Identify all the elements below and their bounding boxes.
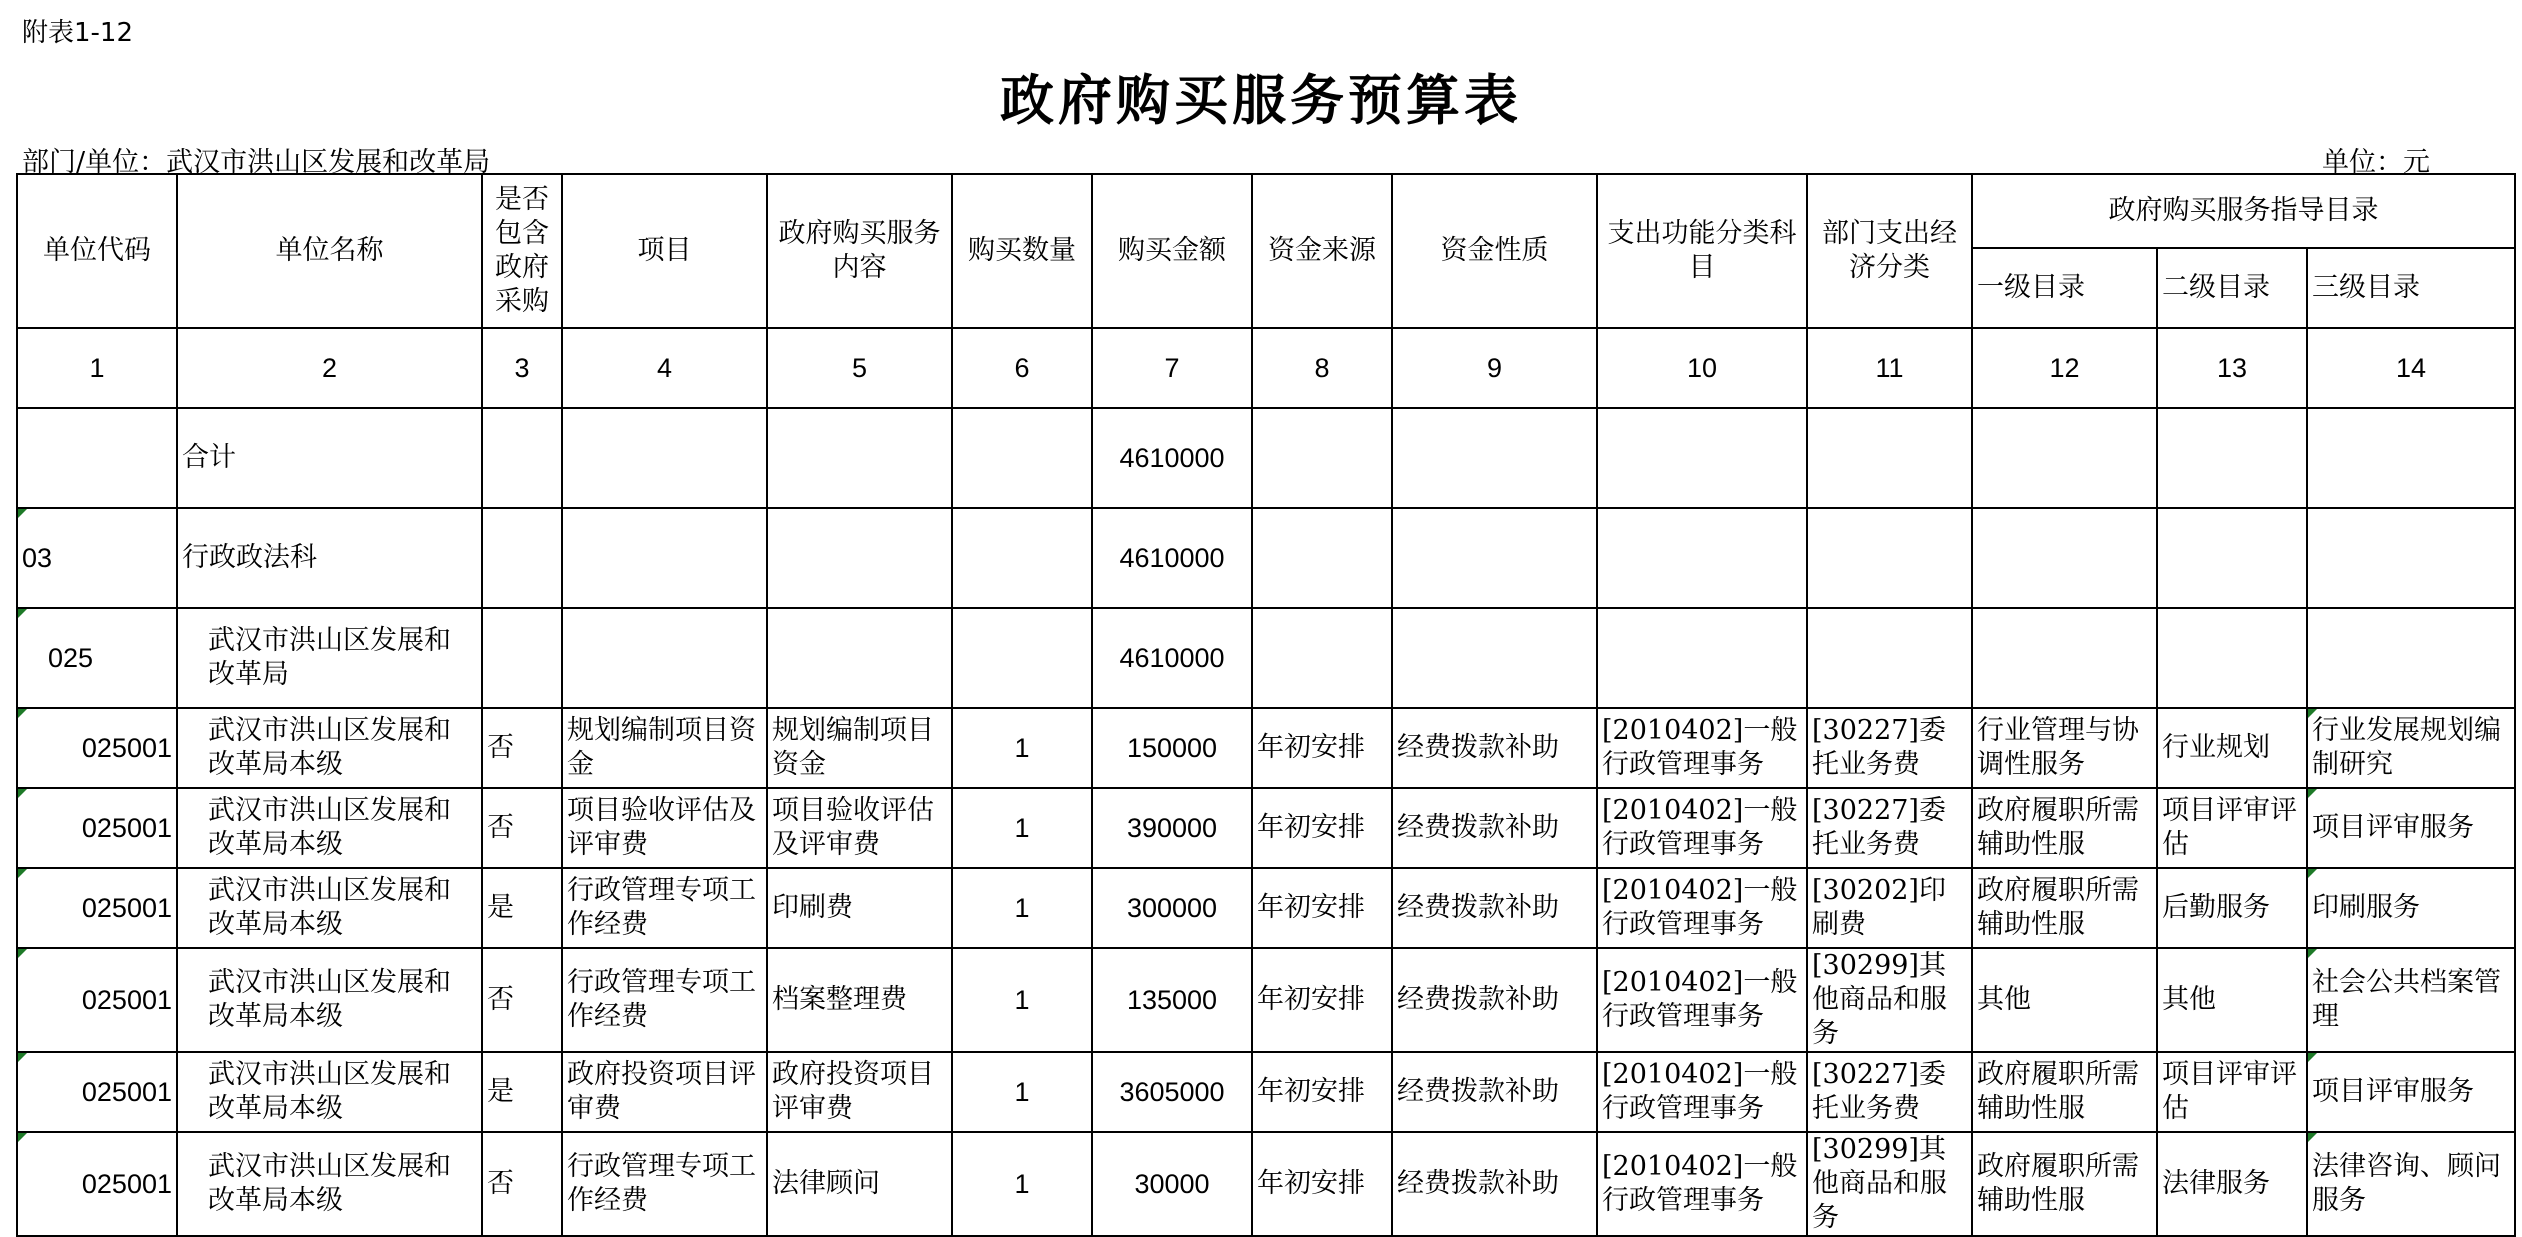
empty-cell: [1597, 508, 1807, 608]
department-label: 部门/单位：武汉市洪山区发展和改革局: [22, 147, 491, 178]
quantity-cell: 1: [952, 1132, 1092, 1236]
header-row-1: [17, 174, 2515, 248]
level3-cell: 行业发展规划编制研究: [2307, 708, 2515, 788]
unit-name-cell: 武汉市洪山区发展和改革局本级: [177, 948, 482, 1052]
level2-cell: 后勤服务: [2157, 868, 2307, 948]
summary-row: [17, 608, 2515, 708]
fund-nature-cell: 经费拨款补助: [1392, 788, 1597, 868]
level3-cell: 法律咨询、顾问服务: [2307, 1132, 2515, 1236]
header-level2: 二级目录: [2157, 248, 2307, 328]
economic-class-cell: [30299]其他商品和服务: [1807, 948, 1972, 1052]
gov-procurement-cell: 否: [482, 788, 562, 868]
project-cell: 行政管理专项工作经费: [562, 1132, 767, 1236]
table-row: [17, 868, 2515, 948]
empty-cell: [2157, 608, 2307, 708]
unit-name-cell: 武汉市洪山区发展和改革局: [177, 608, 482, 708]
amount-cell: 4610000: [1092, 608, 1252, 708]
level2-cell: 其他: [2157, 948, 2307, 1052]
unit-name-cell: 武汉市洪山区发展和改革局本级: [177, 1132, 482, 1236]
amount-cell: 135000: [1092, 948, 1252, 1052]
service-content-cell: 法律顾问: [767, 1132, 952, 1236]
empty-cell: [952, 508, 1092, 608]
project-cell: 项目验收评估及评审费: [562, 788, 767, 868]
function-class-cell: [2010402]一般行政管理事务: [1597, 948, 1807, 1052]
unit-code-cell: 025001: [17, 1052, 177, 1132]
level3-cell: 项目评审服务: [2307, 1052, 2515, 1132]
economic-class-cell: [30227]委托业务费: [1807, 788, 1972, 868]
column-number: 1: [17, 328, 177, 408]
function-class-cell: [2010402]一般行政管理事务: [1597, 1132, 1807, 1236]
table-row: [17, 948, 2515, 1052]
column-number: 8: [1252, 328, 1392, 408]
empty-cell: [1972, 408, 2157, 508]
function-class-cell: [2010402]一般行政管理事务: [1597, 788, 1807, 868]
budget-table: [16, 173, 2516, 1237]
empty-cell: [1807, 508, 1972, 608]
level1-cell: 政府履职所需辅助性服: [1972, 868, 2157, 948]
empty-cell: [1597, 608, 1807, 708]
amount-cell: 150000: [1092, 708, 1252, 788]
project-cell: 政府投资项目评审费: [562, 1052, 767, 1132]
fund-nature-cell: 经费拨款补助: [1392, 1132, 1597, 1236]
fund-nature-cell: 经费拨款补助: [1392, 948, 1597, 1052]
unit-code-cell: 03: [17, 508, 177, 608]
unit-label: 单位：元: [2322, 147, 2430, 178]
summary-row: [17, 508, 2515, 608]
empty-cell: [952, 608, 1092, 708]
fund-source-cell: 年初安排: [1252, 788, 1392, 868]
header-fund-nature: 资金性质: [1392, 174, 1597, 328]
empty-cell: [562, 508, 767, 608]
empty-cell: [1392, 608, 1597, 708]
table-row: [17, 1052, 2515, 1132]
gov-procurement-cell: 是: [482, 1052, 562, 1132]
quantity-cell: 1: [952, 1052, 1092, 1132]
unit-code-cell: 025001: [17, 788, 177, 868]
amount-cell: 30000: [1092, 1132, 1252, 1236]
quantity-cell: 1: [952, 708, 1092, 788]
unit-code-cell: 025001: [17, 868, 177, 948]
empty-cell: [1972, 508, 2157, 608]
amount-cell: 4610000: [1092, 408, 1252, 508]
unit-code-cell: [17, 408, 177, 508]
fund-source-cell: 年初安排: [1252, 1052, 1392, 1132]
empty-cell: [1392, 408, 1597, 508]
unit-name-cell: 武汉市洪山区发展和改革局本级: [177, 708, 482, 788]
economic-class-cell: [30202]印刷费: [1807, 868, 1972, 948]
header-project: 项目: [562, 174, 767, 328]
column-number: 3: [482, 328, 562, 408]
table-row: [17, 788, 2515, 868]
empty-cell: [1252, 408, 1392, 508]
appendix-label: 附表1-12: [22, 18, 134, 48]
economic-class-cell: [30227]委托业务费: [1807, 708, 1972, 788]
service-content-cell: 档案整理费: [767, 948, 952, 1052]
level1-cell: 政府履职所需辅助性服: [1972, 788, 2157, 868]
column-number: 13: [2157, 328, 2307, 408]
table-row: [17, 708, 2515, 788]
empty-cell: [767, 508, 952, 608]
economic-class-cell: [30227]委托业务费: [1807, 1052, 1972, 1132]
column-number: 12: [1972, 328, 2157, 408]
unit-code-cell: 025: [17, 608, 177, 708]
unit-name-cell: 武汉市洪山区发展和改革局本级: [177, 1052, 482, 1132]
empty-cell: [2307, 608, 2515, 708]
quantity-cell: 1: [952, 948, 1092, 1052]
service-content-cell: 政府投资项目评审费: [767, 1052, 952, 1132]
empty-cell: [562, 408, 767, 508]
header-catalog-group: 政府购买服务指导目录: [1972, 174, 2515, 248]
header-level1: 一级目录: [1972, 248, 2157, 328]
fund-source-cell: 年初安排: [1252, 1132, 1392, 1236]
gov-procurement-cell: 否: [482, 708, 562, 788]
fund-source-cell: 年初安排: [1252, 708, 1392, 788]
amount-cell: 390000: [1092, 788, 1252, 868]
level2-cell: 法律服务: [2157, 1132, 2307, 1236]
empty-cell: [2307, 408, 2515, 508]
gov-procurement-cell: 否: [482, 1132, 562, 1236]
unit-name-cell: 行政政法科: [177, 508, 482, 608]
quantity-cell: 1: [952, 868, 1092, 948]
column-number: 6: [952, 328, 1092, 408]
function-class-cell: [2010402]一般行政管理事务: [1597, 708, 1807, 788]
level1-cell: 行业管理与协调性服务: [1972, 708, 2157, 788]
column-number: 2: [177, 328, 482, 408]
header-gov-procurement: 是否包含政府采购: [482, 174, 562, 328]
fund-nature-cell: 经费拨款补助: [1392, 868, 1597, 948]
empty-cell: [1392, 508, 1597, 608]
header-amount: 购买金额: [1092, 174, 1252, 328]
empty-cell: [1252, 608, 1392, 708]
header-service-content: 政府购买服务内容: [767, 174, 952, 328]
column-number: 11: [1807, 328, 1972, 408]
table-row: [17, 1132, 2515, 1236]
column-number-row: [17, 328, 2515, 408]
empty-cell: [2157, 408, 2307, 508]
level1-cell: 政府履职所需辅助性服: [1972, 1132, 2157, 1236]
header-unit-code: 单位代码: [17, 174, 177, 328]
empty-cell: [1597, 408, 1807, 508]
level1-cell: 其他: [1972, 948, 2157, 1052]
empty-cell: [1807, 408, 1972, 508]
level2-cell: 行业规划: [2157, 708, 2307, 788]
fund-source-cell: 年初安排: [1252, 948, 1392, 1052]
empty-cell: [1807, 608, 1972, 708]
unit-name-cell: 武汉市洪山区发展和改革局本级: [177, 868, 482, 948]
gov-procurement-cell: 否: [482, 948, 562, 1052]
quantity-cell: 1: [952, 788, 1092, 868]
amount-cell: 300000: [1092, 868, 1252, 948]
level3-cell: 印刷服务: [2307, 868, 2515, 948]
column-number: 5: [767, 328, 952, 408]
page-title: 政府购买服务预算表: [1000, 69, 1522, 132]
level3-cell: 项目评审服务: [2307, 788, 2515, 868]
column-number: 9: [1392, 328, 1597, 408]
gov-procurement-cell: 是: [482, 868, 562, 948]
column-number: 4: [562, 328, 767, 408]
empty-cell: [2157, 508, 2307, 608]
empty-cell: [482, 408, 562, 508]
level2-cell: 项目评审评估: [2157, 788, 2307, 868]
header-function-class: 支出功能分类科目: [1597, 174, 1807, 328]
project-cell: 行政管理专项工作经费: [562, 868, 767, 948]
level3-cell: 社会公共档案管理: [2307, 948, 2515, 1052]
empty-cell: [767, 608, 952, 708]
level1-cell: 政府履职所需辅助性服: [1972, 1052, 2157, 1132]
unit-code-cell: 025001: [17, 708, 177, 788]
level2-cell: 项目评审评估: [2157, 1052, 2307, 1132]
service-content-cell: 印刷费: [767, 868, 952, 948]
fund-nature-cell: 经费拨款补助: [1392, 1052, 1597, 1132]
unit-code-cell: 025001: [17, 1132, 177, 1236]
summary-row: [17, 408, 2515, 508]
empty-cell: [482, 508, 562, 608]
unit-name-cell: 合计: [177, 408, 482, 508]
column-number: 10: [1597, 328, 1807, 408]
header-unit-name: 单位名称: [177, 174, 482, 328]
unit-code-cell: 025001: [17, 948, 177, 1052]
service-content-cell: 项目验收评估及评审费: [767, 788, 952, 868]
header-economic-class: 部门支出经济分类: [1807, 174, 1972, 328]
function-class-cell: [2010402]一般行政管理事务: [1597, 868, 1807, 948]
empty-cell: [482, 608, 562, 708]
header-quantity: 购买数量: [952, 174, 1092, 328]
economic-class-cell: [30299]其他商品和服务: [1807, 1132, 1972, 1236]
empty-cell: [562, 608, 767, 708]
column-number: 7: [1092, 328, 1252, 408]
empty-cell: [2307, 508, 2515, 608]
empty-cell: [767, 408, 952, 508]
amount-cell: 4610000: [1092, 508, 1252, 608]
empty-cell: [1252, 508, 1392, 608]
function-class-cell: [2010402]一般行政管理事务: [1597, 1052, 1807, 1132]
fund-source-cell: 年初安排: [1252, 868, 1392, 948]
project-cell: 规划编制项目资金: [562, 708, 767, 788]
empty-cell: [952, 408, 1092, 508]
header-level3: 三级目录: [2307, 248, 2515, 328]
empty-cell: [1972, 608, 2157, 708]
project-cell: 行政管理专项工作经费: [562, 948, 767, 1052]
amount-cell: 3605000: [1092, 1052, 1252, 1132]
column-number: 14: [2307, 328, 2515, 408]
service-content-cell: 规划编制项目资金: [767, 708, 952, 788]
fund-nature-cell: 经费拨款补助: [1392, 708, 1597, 788]
header-fund-source: 资金来源: [1252, 174, 1392, 328]
unit-name-cell: 武汉市洪山区发展和改革局本级: [177, 788, 482, 868]
